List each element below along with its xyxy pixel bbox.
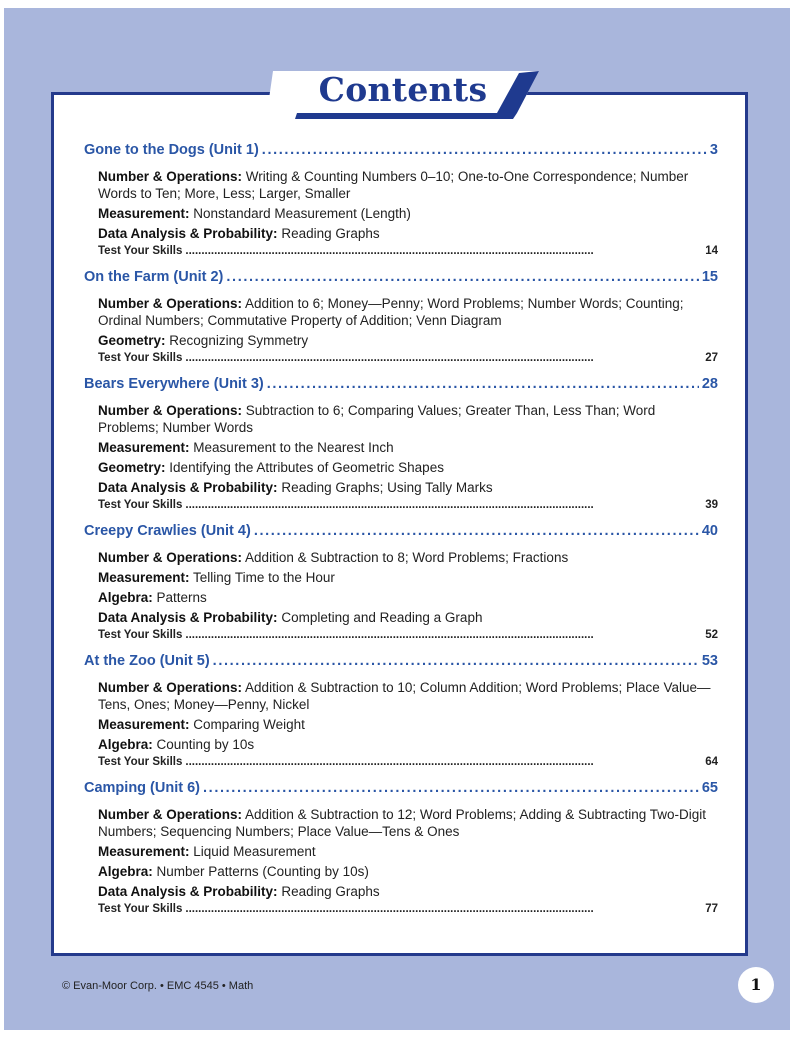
topic-text: Patterns [156, 590, 207, 605]
unit-title: At the Zoo (Unit 5) [84, 653, 210, 669]
unit-page-number: 65 [701, 780, 718, 796]
test-label: Test Your Skills [98, 499, 183, 511]
topic-label: Number & Operations: [98, 680, 243, 695]
unit-page-number: 40 [701, 523, 718, 539]
topic-label: Measurement: [98, 570, 190, 585]
unit-title: On the Farm (Unit 2) [84, 269, 224, 285]
topic-label: Measurement: [98, 440, 190, 455]
topic-entry [84, 332, 718, 349]
topic-entry [84, 168, 718, 202]
dot-leader [213, 653, 699, 669]
topic-text: Writing & Counting Numbers 0–10; One-to-One Correspondence; Number Words to Ten; More, Less; Larger, Smaller [98, 169, 689, 201]
topic-text: Identifying the Attributes of Geometric Shapes [169, 460, 444, 475]
test-your-skills-entry[interactable] [84, 352, 718, 370]
topic-text: Completing and Reading a Graph [281, 610, 483, 625]
topic-text: Addition & Subtraction to 8; Word Problems; Fractions [245, 550, 569, 565]
topic-entry [84, 549, 718, 566]
topic-text: Reading Graphs; Using Tally Marks [281, 480, 493, 495]
unit-section [84, 653, 718, 774]
test-label: Test Your Skills [98, 903, 183, 915]
test-page-number: 14 [705, 245, 718, 257]
unit-page-number: 28 [701, 376, 718, 392]
topic-text: Measurement to the Nearest Inch [193, 440, 394, 455]
test-page-number: 27 [705, 352, 718, 364]
test-label: Test Your Skills [98, 245, 183, 257]
unit-heading[interactable] [84, 269, 718, 293]
unit-section [84, 142, 718, 263]
unit-heading[interactable] [84, 653, 718, 677]
unit-section [84, 376, 718, 517]
topic-text: Addition & Subtraction to 10; Column Addition; Word Problems; Place Value—Tens, Ones; Money—Penny, Nickel [98, 680, 711, 712]
topic-label: Number & Operations: [98, 296, 243, 311]
topic-label: Data Analysis & Probability: [98, 884, 278, 899]
unit-title: Bears Everywhere (Unit 3) [84, 376, 264, 392]
page-number: 1 [738, 967, 774, 1003]
topic-entry [84, 589, 718, 606]
topic-text: Comparing Weight [193, 717, 305, 732]
test-your-skills-entry[interactable] [84, 499, 718, 517]
topic-entry [84, 479, 718, 496]
topic-text: Liquid Measurement [193, 844, 316, 859]
test-your-skills-entry[interactable] [84, 756, 718, 774]
topic-label: Number & Operations: [98, 169, 243, 184]
unit-title: Camping (Unit 6) [84, 780, 200, 796]
topic-entry [84, 439, 718, 456]
topic-entry [84, 679, 718, 713]
topic-entry [84, 205, 718, 222]
dot-leader [267, 376, 699, 392]
unit-page-number: 53 [701, 653, 718, 669]
dot-leader [185, 903, 702, 915]
unit-heading[interactable] [84, 523, 718, 547]
topic-label: Algebra: [98, 864, 153, 879]
unit-section [84, 269, 718, 370]
page-title: Contents [318, 70, 488, 109]
dot-leader [203, 780, 699, 796]
topic-entry [84, 295, 718, 329]
topic-entry [84, 609, 718, 626]
table-of-contents [84, 142, 718, 927]
topic-text: Subtraction to 6; Comparing Values; Greater Than, Less Than; Word Problems; Number Words [98, 403, 656, 435]
topic-entry [84, 569, 718, 586]
topic-text: Counting by 10s [156, 737, 255, 752]
dot-leader [185, 756, 702, 768]
unit-page-number: 3 [709, 142, 718, 158]
topic-text: Addition & Subtraction to 12; Word Problems; Adding & Subtracting Two-Digit Numbers; Sequencing Numbers; Place Value—Tens & Ones [98, 807, 707, 839]
topic-entry [84, 736, 718, 753]
topic-label: Geometry: [98, 333, 166, 348]
unit-heading[interactable] [84, 376, 718, 400]
unit-heading[interactable] [84, 780, 718, 804]
topic-label: Geometry: [98, 460, 166, 475]
topic-entry [84, 806, 718, 840]
topic-text: Nonstandard Measurement (Length) [193, 206, 411, 221]
topic-text: Reading Graphs [281, 884, 380, 899]
dot-leader [185, 629, 702, 641]
dot-leader [185, 499, 702, 511]
topic-entry [84, 402, 718, 436]
topic-entry [84, 883, 718, 900]
test-page-number: 77 [705, 903, 718, 915]
test-your-skills-entry[interactable] [84, 629, 718, 647]
test-page-number: 39 [705, 499, 718, 511]
topic-label: Data Analysis & Probability: [98, 610, 278, 625]
topic-entry [84, 863, 718, 880]
topic-text: Addition to 6; Money—Penny; Word Problems; Number Words; Counting; Ordinal Numbers; Commutative Property of Addition; Venn Diagram [98, 296, 684, 328]
topic-label: Algebra: [98, 590, 153, 605]
topic-label: Data Analysis & Probability: [98, 480, 278, 495]
topic-label: Measurement: [98, 206, 190, 221]
dot-leader [185, 352, 702, 364]
test-label: Test Your Skills [98, 629, 183, 641]
topic-text: Reading Graphs [281, 226, 380, 241]
dot-leader [262, 142, 707, 158]
unit-section [84, 780, 718, 921]
topic-label: Number & Operations: [98, 403, 243, 418]
topic-entry [84, 459, 718, 476]
footer-credit: © Evan-Moor Corp. • EMC 4545 • Math [62, 980, 254, 992]
test-page-number: 64 [705, 756, 718, 768]
topic-text: Recognizing Symmetry [169, 333, 309, 348]
test-page-number: 52 [705, 629, 718, 641]
test-your-skills-entry[interactable] [84, 903, 718, 921]
topic-label: Number & Operations: [98, 807, 243, 822]
dot-leader [226, 269, 698, 285]
test-label: Test Your Skills [98, 756, 183, 768]
test-your-skills-entry[interactable] [84, 245, 718, 263]
topic-label: Measurement: [98, 717, 190, 732]
topic-text: Number Patterns (Counting by 10s) [156, 864, 369, 879]
topic-entry [84, 843, 718, 860]
topic-entry [84, 225, 718, 242]
topic-label: Algebra: [98, 737, 153, 752]
dot-leader [185, 245, 702, 257]
unit-title: Gone to the Dogs (Unit 1) [84, 142, 259, 158]
unit-title: Creepy Crawlies (Unit 4) [84, 523, 251, 539]
unit-heading[interactable] [84, 142, 718, 166]
dot-leader [254, 523, 699, 539]
unit-section [84, 523, 718, 647]
topic-text: Telling Time to the Hour [193, 570, 335, 585]
test-label: Test Your Skills [98, 352, 183, 364]
unit-page-number: 15 [701, 269, 718, 285]
topic-label: Data Analysis & Probability: [98, 226, 278, 241]
topic-label: Measurement: [98, 844, 190, 859]
title-banner [267, 67, 539, 119]
topic-label: Number & Operations: [98, 550, 243, 565]
topic-entry [84, 716, 718, 733]
